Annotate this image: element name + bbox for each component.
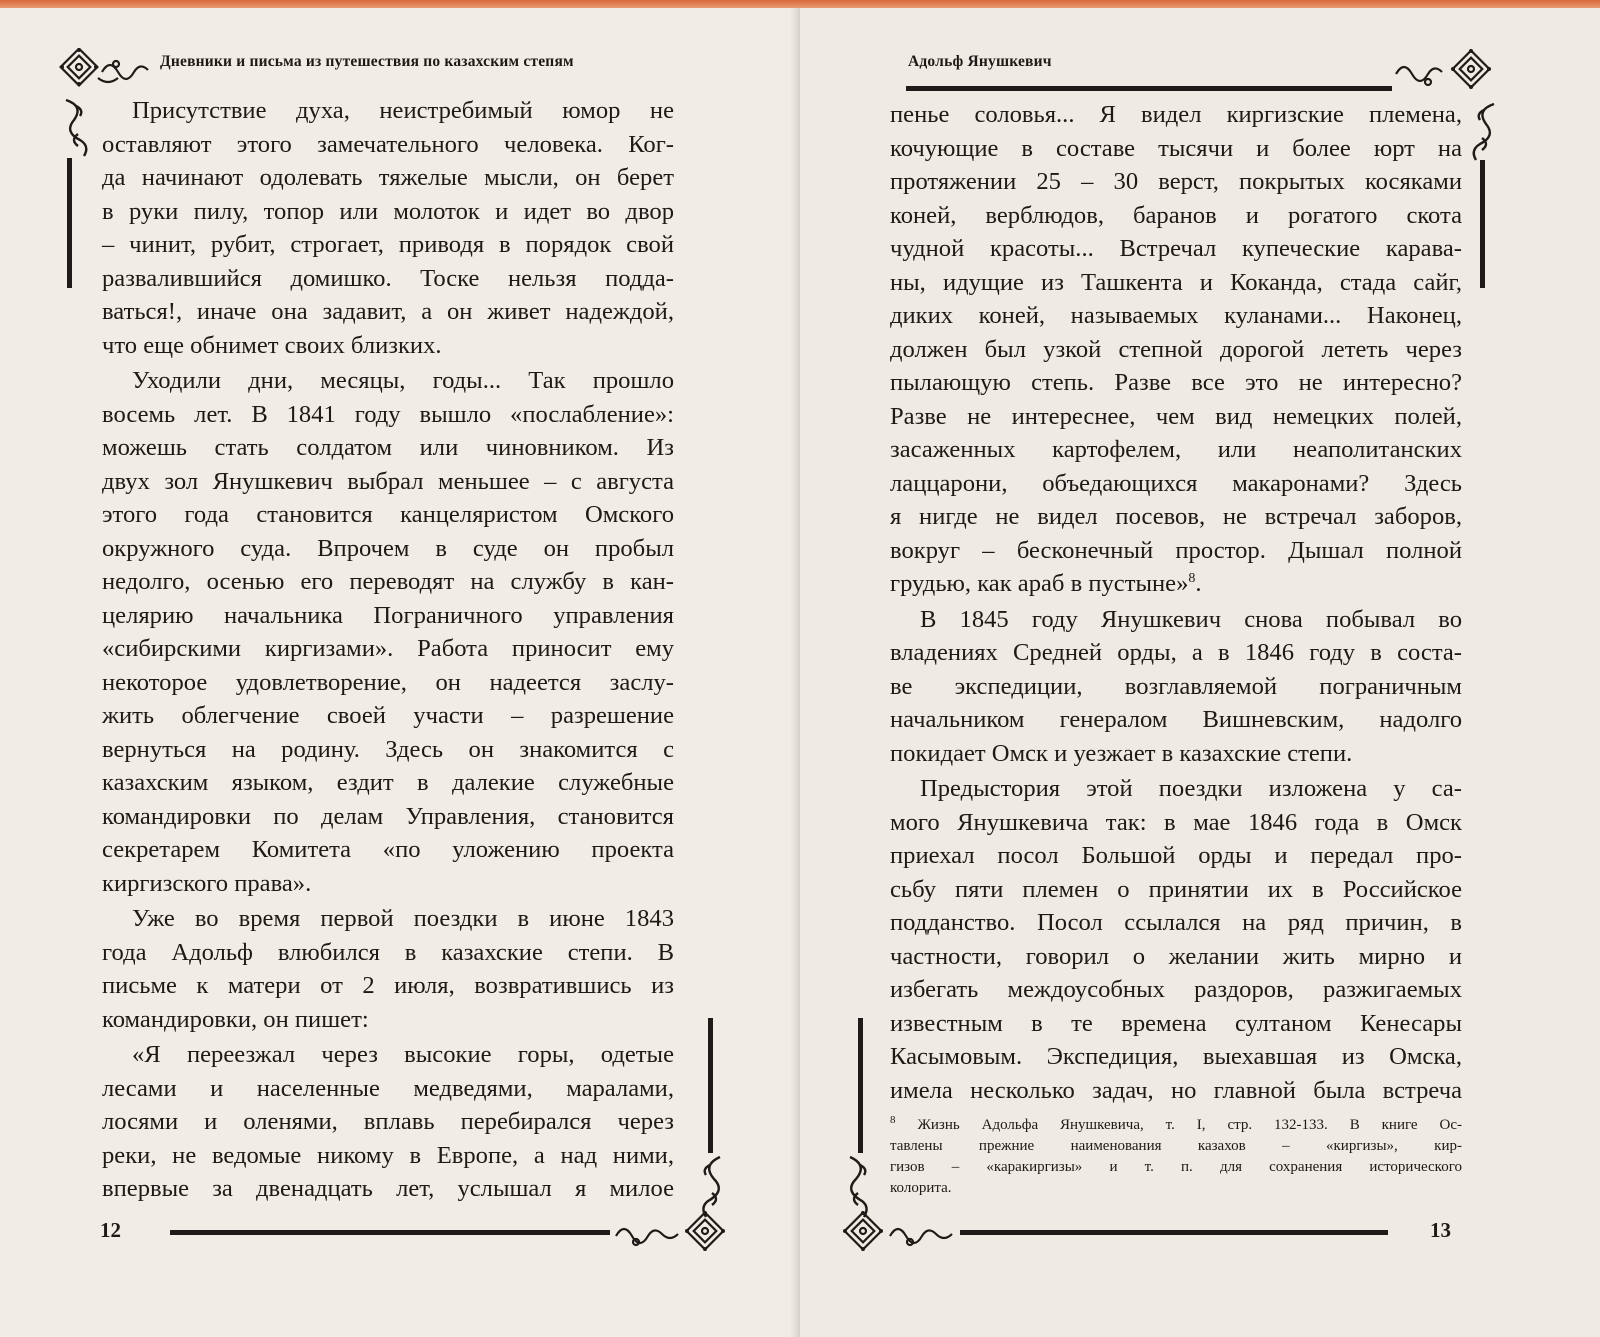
left-text-block bbox=[102, 94, 674, 1206]
running-head-left: Дневники и письма из путешествия по казахским степям bbox=[160, 53, 574, 70]
text-line: чудной красоты... Встречал купеческие карава- bbox=[890, 235, 1462, 262]
text-line: коней, верблюдов, баранов и рогатого скота bbox=[890, 201, 1462, 229]
text-line: пылающую степь. Разве все это не интересно? bbox=[890, 369, 1462, 396]
text-line: оставляют этого замечательного человека. Ког- bbox=[102, 130, 674, 158]
footnote-text: Жизнь Адольфа Янушкевича, т. I, стр. 132-133. В книге Ос- bbox=[917, 1117, 1462, 1133]
footnote-line bbox=[890, 1115, 1462, 1136]
text-line: казахским языком, ездит в далекие служебные bbox=[102, 769, 674, 796]
ornament-corner-icon bbox=[58, 48, 158, 98]
text-line: Предыстория этой поездки изложена у са- bbox=[920, 775, 1462, 802]
text-line: развалившийся домишко. Тоске нельзя подда- bbox=[102, 264, 674, 292]
text-line: протяжении 25 – 30 верст, покрытых косяками bbox=[890, 168, 1462, 195]
footer-rule-left bbox=[170, 1230, 610, 1235]
text-line: «Я переезжал через высокие горы, одетые bbox=[132, 1041, 674, 1068]
right-page bbox=[800, 8, 1600, 1337]
text-line: избегать междоусобных раздоров, разжигаемых bbox=[890, 976, 1462, 1003]
running-head-right: Адольф Янушкевич bbox=[908, 53, 1052, 70]
text-line: секретарем Комитета «по уложению проекта bbox=[102, 836, 674, 863]
text-line: в руки пилу, топор или молоток и идет во двор bbox=[102, 197, 674, 225]
footnote bbox=[890, 1115, 1462, 1199]
text-line: мого Янушкевича так: в мае 1846 года в Омск bbox=[890, 808, 1462, 836]
text-line: Разве не интереснее, чем вид немецких полей, bbox=[890, 402, 1462, 430]
left-page bbox=[0, 8, 800, 1337]
paragraph bbox=[102, 1038, 674, 1206]
text-line: жить облегчение своей участи – разрешение bbox=[102, 702, 674, 729]
footnote-reference: 8 bbox=[1188, 570, 1196, 586]
text-line: приехал посол Большой орды и передал про- bbox=[890, 842, 1462, 869]
text-line: кочующие в составе тысячи и более юрт на bbox=[890, 134, 1462, 162]
footnote-line: колорита. bbox=[890, 1180, 952, 1196]
header-rule-right bbox=[906, 86, 1392, 91]
text-line: Присутствие духа, неистребимый юмор не bbox=[132, 97, 674, 124]
text-line: да начинают одолевать тяжелые мысли, он берет bbox=[102, 164, 674, 191]
page-number-left: 12 bbox=[100, 1218, 121, 1242]
text-line: командировки, он пишет: bbox=[102, 1005, 369, 1033]
text-line: недолго, осенью его переводят на службу в кан- bbox=[102, 568, 674, 595]
text-line: начальником генералом Вишневским, надолго bbox=[890, 706, 1462, 733]
text-line: что еще обнимет своих близких. bbox=[102, 331, 442, 359]
paragraph bbox=[890, 98, 1462, 601]
page-number-right: 13 bbox=[1430, 1218, 1451, 1242]
right-text-block bbox=[890, 98, 1462, 1107]
text-line: грудью, как араб в пустыне»$^8$. bbox=[890, 570, 1202, 597]
text-line: – чинит, рубит, строгает, приводя в порядок свой bbox=[102, 231, 674, 258]
text-line: окружного суда. Впрочем в суде он пробыл bbox=[102, 534, 674, 562]
footnote-line: тавлены прежние наименования казахов – «киргизы», кир- bbox=[890, 1138, 1462, 1154]
text-line: целярию начальника Пограничного управления bbox=[102, 601, 674, 629]
text-line: должен был узкой степной дорогой лететь через bbox=[890, 335, 1462, 363]
text-line: письме к матери от 2 июля, возвратившись из bbox=[102, 972, 674, 999]
text-line: Касымовым. Экспедиция, выехавшая из Омска, bbox=[890, 1043, 1462, 1070]
ornament-corner-icon bbox=[612, 1208, 732, 1258]
footer-rule-right bbox=[960, 1230, 1388, 1235]
ornament-scroll-icon bbox=[60, 96, 96, 158]
text-line: покидает Омск и уезжает в казахские степи. bbox=[890, 739, 1353, 767]
text-line: года Адольф влюбился в казахские степи. В bbox=[102, 938, 674, 966]
text-line: «сибирскими киргизами». Работа приносит ему bbox=[102, 635, 674, 662]
text-line: лосями и оленями, вплавь перебирался через bbox=[102, 1108, 674, 1135]
text-line: частности, говорил о желании жить мирно и bbox=[890, 942, 1462, 970]
text-line: засаженных картофелем, или неаполитанских bbox=[890, 436, 1462, 463]
top-edge-band bbox=[0, 0, 1600, 8]
left-margin-rule bbox=[67, 158, 72, 288]
text-line: В 1845 году Янушкевич снова побывал во bbox=[920, 605, 1462, 633]
text-line: реки, не ведомые никому в Европе, а над ними, bbox=[102, 1141, 674, 1169]
text-line: Уже во время первой поездки в июне 1843 bbox=[132, 905, 674, 932]
footnote-line: гизов – «каракиргизы» и т. п. для сохранения исторического bbox=[890, 1159, 1462, 1175]
paragraph bbox=[102, 94, 674, 362]
text-line: ве экспедиции, возглавляемой пограничным bbox=[890, 672, 1462, 700]
text-line: сьбу пяти племен о принятии их в Российское bbox=[890, 875, 1462, 903]
footnote-marker: 8 bbox=[890, 1114, 896, 1126]
text-line: вокруг – бесконечный простор. Дышал полной bbox=[890, 536, 1462, 564]
text-line: пенье соловья... Я видел киргизские племена, bbox=[890, 101, 1462, 128]
text-line: лаццарони, объедающихся макаронами? Здесь bbox=[890, 469, 1462, 497]
text-line: Уходили дни, месяцы, годы... Так прошло bbox=[132, 367, 674, 394]
text-line: этого года становится канцеляристом Омского bbox=[102, 501, 674, 528]
text-line: подданство. Посол ссылался на ряд причин, в bbox=[890, 909, 1462, 936]
text-line: ваться!, иначе она задавит, а он живет надеждой, bbox=[102, 298, 674, 325]
right-margin-rule bbox=[1480, 160, 1485, 288]
text-line: диких коней, называемых куланами... Наконец, bbox=[890, 302, 1462, 329]
text-line: имела несколько задач, но главной была встреча bbox=[890, 1076, 1462, 1104]
paragraph bbox=[102, 364, 674, 900]
ornament-corner-icon bbox=[838, 1208, 958, 1258]
ornament-scroll-icon bbox=[1464, 100, 1500, 162]
text-line: владениях Средней орды, а в 1846 году в соста- bbox=[890, 639, 1462, 666]
right-margin-rule bbox=[708, 1018, 713, 1153]
text-line: я нигде не видел посевов, не встречал заборов, bbox=[890, 503, 1462, 530]
text-line: впервые за двенадцать лет, услышал я милое bbox=[102, 1175, 674, 1202]
text-line: киргизского права». bbox=[102, 869, 312, 897]
text-line: лесами и населенные медведями, маралами, bbox=[102, 1074, 674, 1102]
text-line: восемь лет. В 1841 году вышло «послабление»: bbox=[102, 400, 674, 428]
text-line: можешь стать солдатом или чиновником. Из bbox=[102, 434, 674, 461]
paragraph bbox=[102, 902, 674, 1036]
ornament-corner-icon bbox=[1392, 48, 1502, 100]
left-margin-rule bbox=[858, 1018, 863, 1153]
text-line: вернуться на родину. Здесь он знакомится с bbox=[102, 735, 674, 763]
paragraph bbox=[890, 772, 1462, 1107]
text-line: некоторое удовлетворение, он надеется заслу- bbox=[102, 668, 674, 696]
text-line: двух зол Янушкевич выбрал меньшее – с августа bbox=[102, 467, 674, 495]
paragraph bbox=[890, 603, 1462, 771]
text-line: известным в те времена султаном Кенесары bbox=[890, 1009, 1462, 1037]
text-line: командировки по делам Управления, становится bbox=[102, 802, 674, 830]
text-line: ны, идущие из Ташкента и Коканда, стада сайг, bbox=[890, 268, 1462, 296]
